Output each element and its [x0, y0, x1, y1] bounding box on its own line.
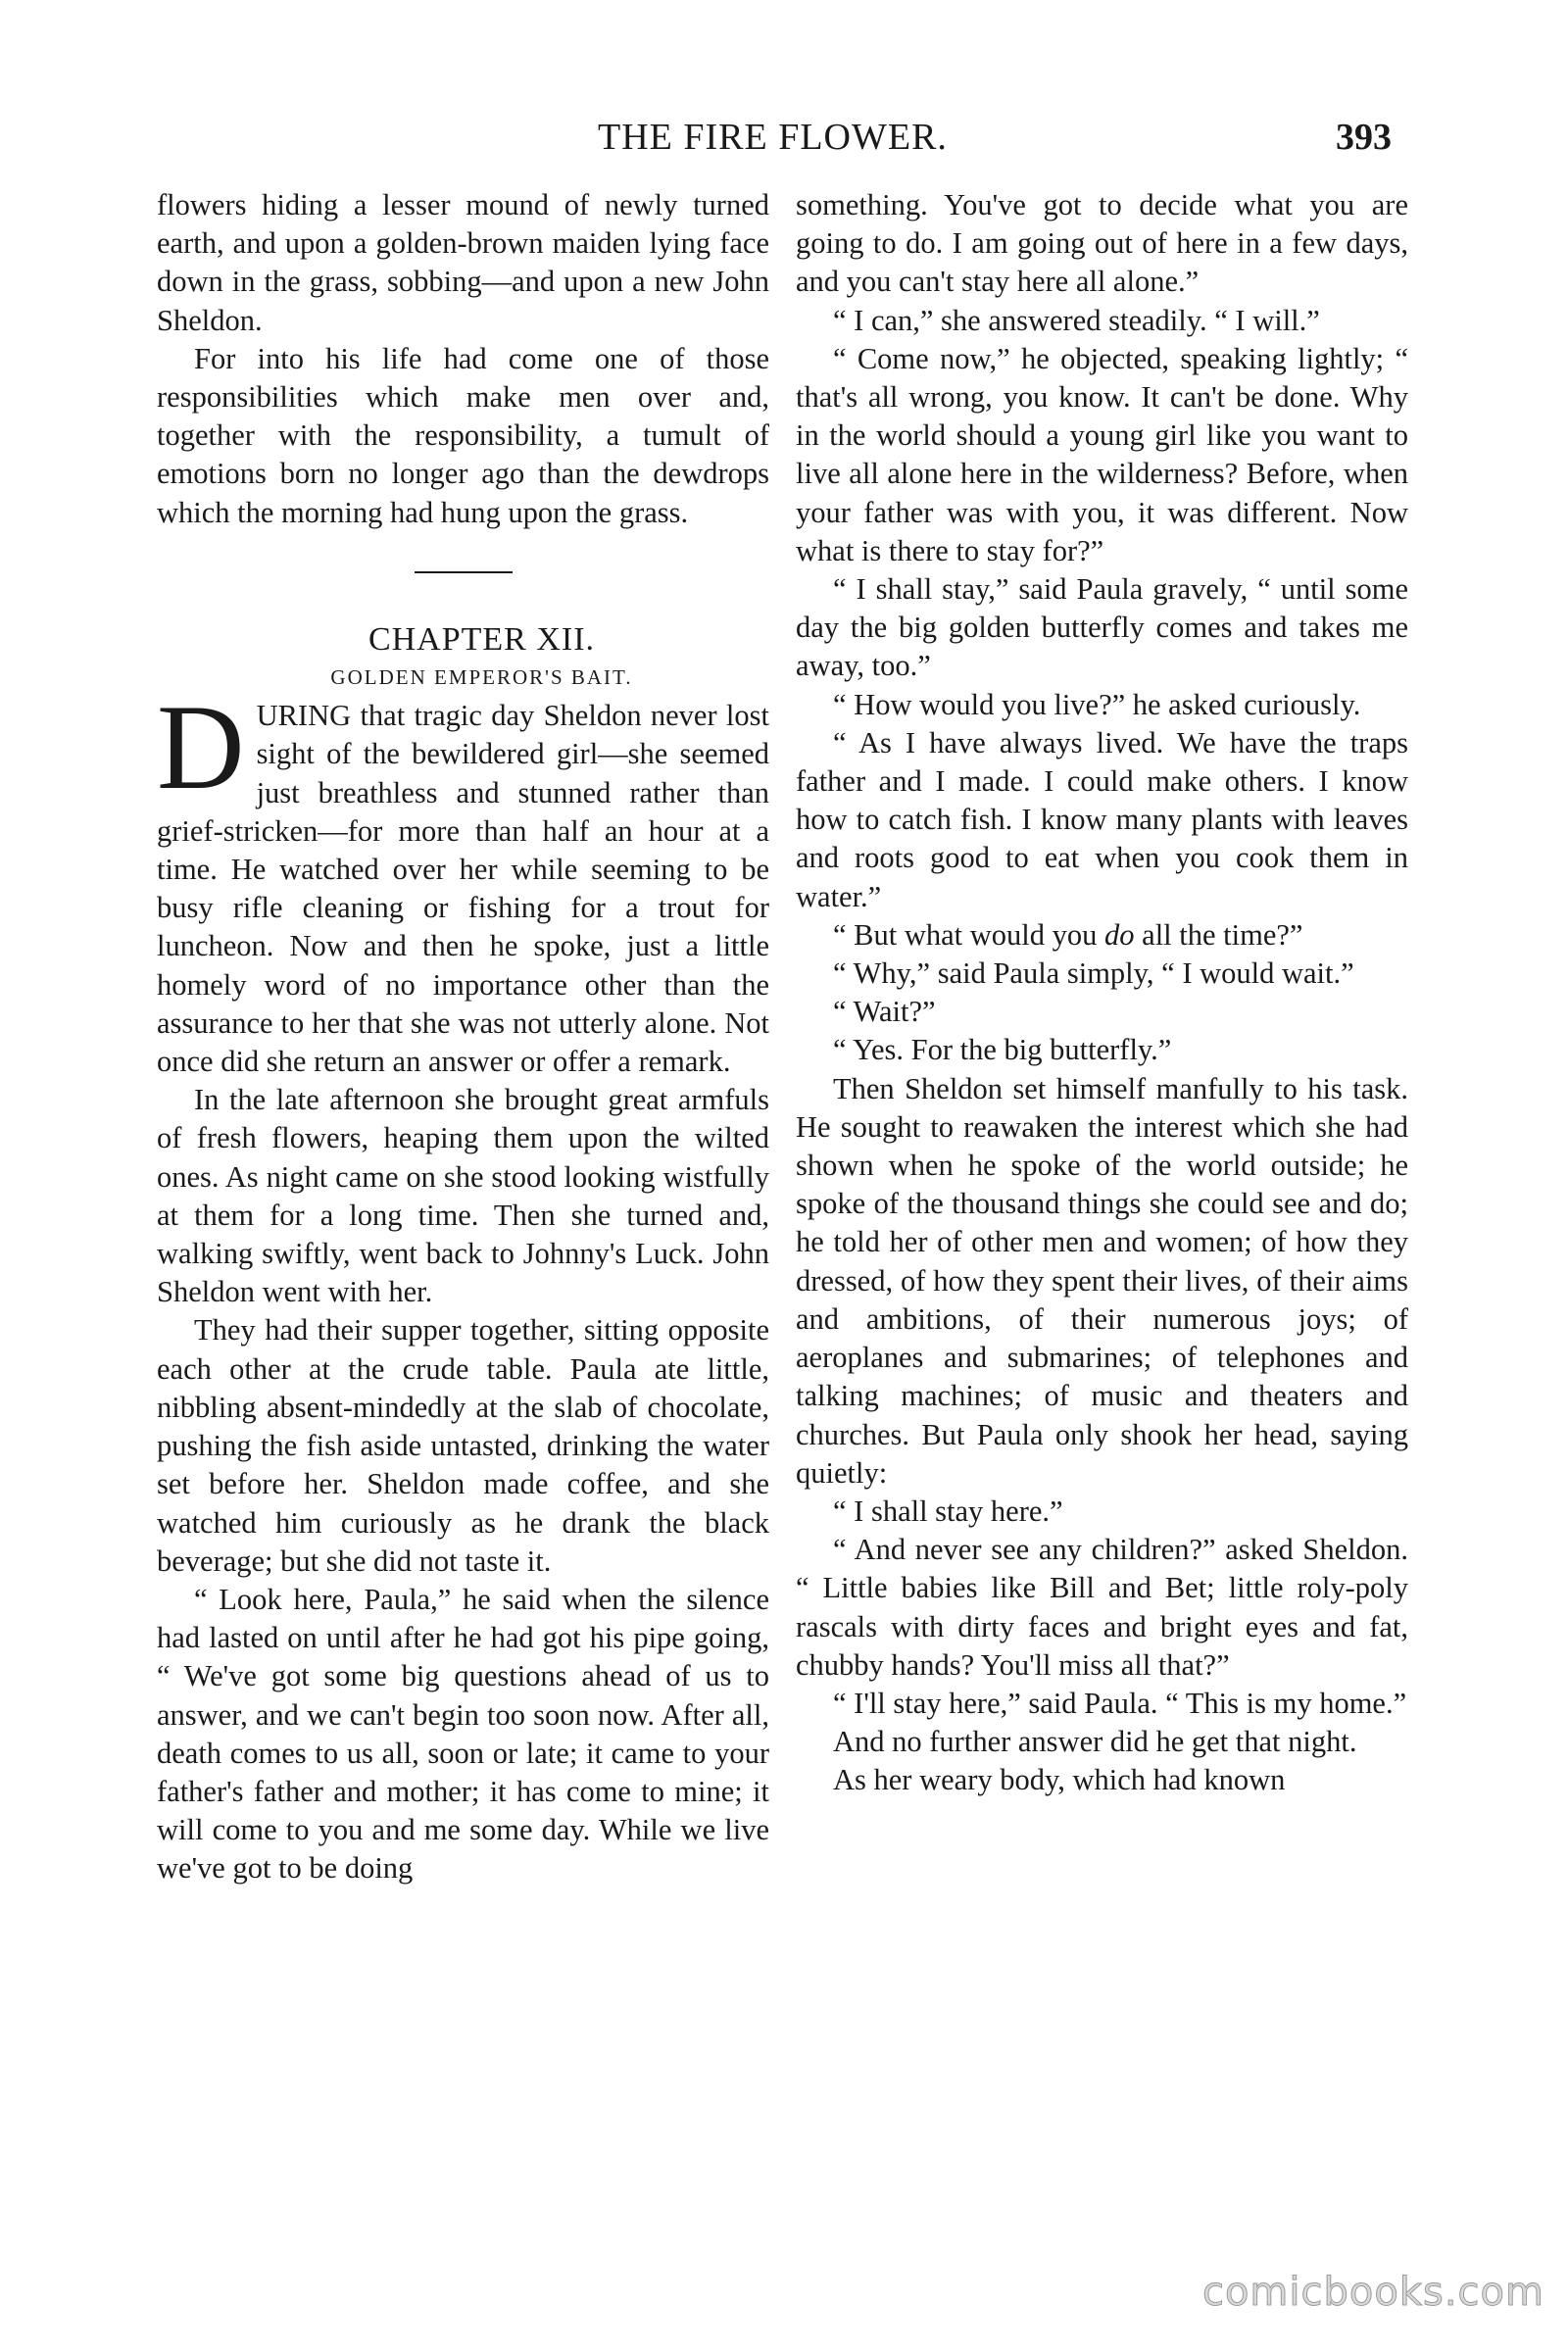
paragraph: flowers hiding a lesser mound of newly turned earth, and upon a golden-brown maiden lying face down in the grass, sobbing—and upon a new John Sheldon. [157, 188, 769, 337]
paragraph: “ Wait?” [833, 995, 936, 1029]
paragraph: As her weary body, which had known [833, 1763, 1286, 1797]
running-header [157, 116, 1411, 174]
paragraph: “ Look here, Paula,” he said when the silence had lasted on until after he had got his pipe going, “ We've got some big questions ahead of us to answer, and we can't begin too soon now. After all, death comes to us all, soon or late; it came to your father's father and mother; it has come to mine; it will come to you and me some day. While we live we've got to be doing [157, 1582, 769, 1886]
paragraph: “ And never see any children?” asked Sheldon. “ Little babies like Bill and Bet; little roly-poly rascals with dirty faces and bright eyes and fat, chubby hands? You'll miss all that?” [796, 1533, 1408, 1682]
paragraph [796, 916, 1408, 955]
emphasis-text: do [1104, 917, 1135, 952]
paragraph-text: URING that tragic day Sheldon never lost sight of the bewildered girl—she seemed just breathless and stunned rather than grief-stricken—for more than half an hour at a time. He watched over her while seeming to be busy rifle cleaning or fishing for a trout for luncheon. Now and then he spoke, just a little homely word of no importance other than the assurance to her that she was not utterly alone. Not once did she return an answer or offer a remark. [157, 699, 769, 1079]
chapter-subtitle: GOLDEN EMPEROR'S BAIT. [330, 665, 633, 690]
paragraph: “ Come now,” he objected, speaking lightly; “ that's all wrong, you know. It can't be done. Why in the world should a young girl like you want to live all alone here in the wilderness? Before, when your father was with you, it was different. Now what is there to stay for?” [796, 341, 1408, 567]
drop-cap-letter: D [157, 680, 245, 815]
running-title: THE FIRE FLOWER. [598, 117, 948, 158]
left-column [157, 186, 769, 1888]
paragraph: “ Yes. For the big butterfly.” [833, 1033, 1172, 1067]
right-column [796, 186, 1408, 1800]
paragraph: In the late afternoon she brought great armfuls of fresh flowers, heaping them upon the wilted ones. As night came on she stood looking wistfully at them for a long time. Then she turned and, walking swiftly, went back to Johnny's Luck. John Sheldon went with her. [157, 1083, 769, 1309]
page-number: 393 [1336, 117, 1392, 158]
paragraph-text: “ But what would you [833, 917, 1105, 952]
paragraph: “ How would you live?” he asked curiously. [833, 687, 1361, 721]
paragraph-with-dropcap [157, 680, 769, 1081]
chapter-title: CHAPTER XII. [368, 620, 596, 658]
paragraph: “ As I have always lived. We have the traps father and I made. I could make others. I know how to catch fish. I know many plants with leaves and roots good to eat when you cook them in water.” [796, 725, 1408, 913]
watermark: comicbooks.com [1201, 2270, 1544, 2315]
paragraph: something. You've got to decide what you are going to do. I am going out of here in a few days, and you can't stay here all alone.” [796, 188, 1408, 299]
paragraph: “ I can,” she answered steadily. “ I will.” [833, 303, 1320, 337]
paragraph: Then Sheldon set himself manfully to his task. He sought to reawaken the interest which she had shown when he spoke of the world outside; he spoke of the thousand things she could see and do; he told her of other men and women; of how they dressed, of how they spent their lives, of their aims and ambitions, of their numerous joys; of aeroplanes and submarines; of telephones and talking machines; of music and theaters and churches. But Paula only shook her head, saying quietly: [796, 1071, 1408, 1490]
paragraph: “ Why,” said Paula simply, “ I would wait.” [833, 956, 1354, 991]
section-divider [415, 571, 513, 573]
paragraph: “ I shall stay here.” [833, 1494, 1063, 1528]
paragraph: And no further answer did he get that night. [833, 1725, 1357, 1759]
paragraph: “ I'll stay here,” said Paula. “ This is my home.” [833, 1686, 1407, 1720]
paragraph: “ I shall stay,” said Paula gravely, “ until some day the big golden butterfly comes and takes me away, too.” [796, 572, 1408, 683]
paragraph-text: all the time?” [1134, 917, 1303, 952]
paragraph: They had their supper together, sitting opposite each other at the crude table. Paula ate little, nibbling absent-mindedly at the slab of chocolate, pushing the fish aside untasted, drinking the water set before her. Sheldon made coffee, and she watched him curiously as he drank the black beverage; but she did not taste it. [157, 1313, 769, 1578]
paragraph: For into his life had come one of those responsibilities which make men over and, together with the responsibility, a tumult of emotions born no longer ago than the dewdrops which the morning had hung upon the grass. [157, 341, 769, 529]
